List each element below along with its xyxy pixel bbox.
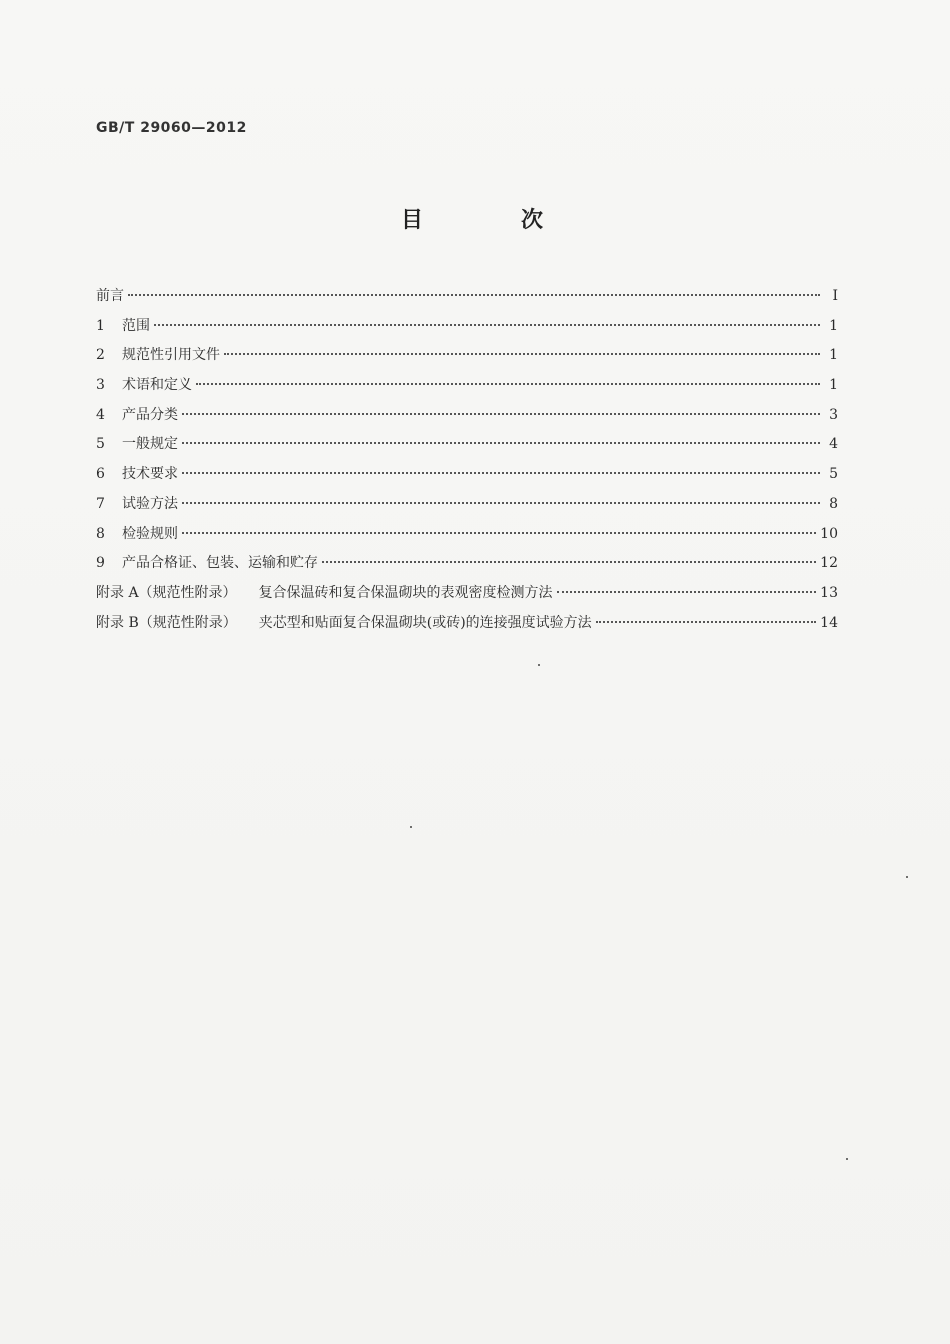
table-of-contents	[96, 282, 838, 638]
toc-page-number: 1	[829, 317, 838, 334]
toc-leader-dots	[224, 352, 820, 355]
standard-code: GB/T 29060—2012	[96, 120, 247, 136]
toc-number: 4	[96, 406, 105, 423]
toc-number: 1	[96, 317, 105, 334]
toc-entry-7[interactable]	[96, 490, 838, 520]
scan-speck	[906, 876, 908, 878]
toc-entry-preface[interactable]	[96, 282, 838, 312]
toc-label: 前言	[96, 288, 124, 304]
toc-entry-2[interactable]	[96, 341, 838, 371]
toc-entry-8[interactable]	[96, 520, 838, 550]
toc-page-number: 8	[829, 495, 838, 512]
toc-number: 3	[96, 377, 105, 394]
toc-leader-dots	[182, 531, 816, 534]
toc-label: 范围	[122, 317, 150, 334]
toc-label: 规范性引用文件	[122, 347, 220, 364]
toc-leader-dots	[182, 471, 820, 474]
toc-entry-4[interactable]	[96, 401, 838, 431]
toc-leader-dots	[128, 293, 820, 296]
toc-label: 检验规则	[122, 525, 178, 542]
toc-number: 2	[96, 347, 105, 364]
toc-entry-9[interactable]	[96, 549, 838, 579]
toc-page-number: 4	[829, 436, 838, 453]
toc-page-number: 1	[829, 347, 838, 364]
toc-leader-dots	[596, 620, 816, 623]
toc-label: 产品分类	[122, 406, 178, 423]
toc-number: 6	[96, 466, 105, 483]
scan-speck	[846, 1158, 848, 1160]
toc-label: 复合保温砖和复合保温砌块的表观密度检测方法	[258, 584, 553, 601]
page-title: 目 次	[400, 207, 581, 233]
toc-label: 试验方法	[122, 495, 178, 512]
toc-label: 一般规定	[122, 436, 178, 453]
toc-entry-1[interactable]	[96, 312, 838, 342]
toc-page-number: 12	[820, 555, 838, 572]
toc-label: 技术要求	[122, 466, 178, 483]
toc-entry-appendix-b[interactable]	[96, 609, 838, 639]
toc-appendix-label: 附录 A（规范性附录）	[96, 584, 237, 601]
toc-entry-5[interactable]	[96, 430, 838, 460]
toc-leader-dots	[182, 501, 820, 504]
toc-label: 夹芯型和贴面复合保温砌块(或砖)的连接强度试验方法	[258, 614, 592, 631]
toc-page-number: 14	[820, 614, 838, 631]
toc-page-number: 1	[829, 377, 838, 394]
toc-page-number: 3	[829, 406, 838, 423]
toc-leader-dots	[196, 382, 820, 385]
toc-leader-dots	[557, 590, 817, 593]
toc-leader-dots	[182, 412, 820, 415]
toc-page-number: 13	[820, 584, 838, 601]
toc-appendix-label: 附录 B（规范性附录）	[96, 614, 237, 631]
toc-label: 术语和定义	[122, 377, 192, 394]
toc-leader-dots	[322, 560, 816, 563]
toc-entry-appendix-a[interactable]	[96, 579, 838, 609]
toc-number: 9	[96, 555, 105, 572]
scan-speck	[410, 826, 412, 828]
toc-number: 5	[96, 436, 105, 453]
toc-leader-dots	[182, 441, 820, 444]
toc-leader-dots	[154, 323, 820, 326]
toc-entry-6[interactable]	[96, 460, 838, 490]
toc-label: 产品合格证、包装、运输和贮存	[122, 555, 318, 572]
toc-entry-3[interactable]	[96, 371, 838, 401]
toc-page-number: Ⅰ	[832, 288, 838, 304]
toc-page-number: 10	[820, 525, 838, 542]
scan-speck	[538, 664, 540, 666]
toc-page-number: 5	[829, 466, 838, 483]
toc-number: 8	[96, 525, 105, 542]
toc-number: 7	[96, 495, 105, 512]
